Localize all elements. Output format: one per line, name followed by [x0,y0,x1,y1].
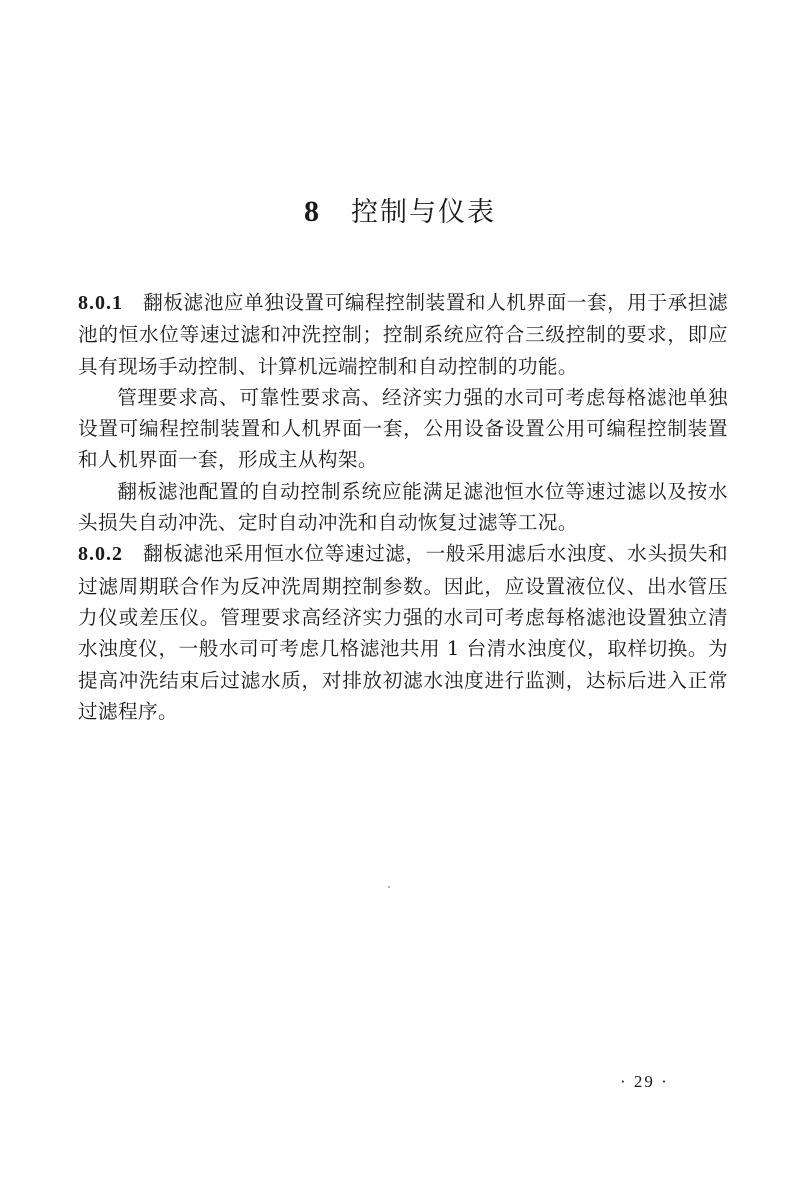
chapter-title-text: 控制与仪表 [351,197,496,228]
clause-8-0-1-paragraph-1: 8.0.1 翻板滤池应单独设置可编程控制装置和人机界面一套，用于承担滤池的恒水位等速过滤和冲洗控制；控制系统应符合三级控制的要求，即应具有现场手动控制、计算机远端控制和自动控制的功能。 [78,291,728,378]
page-number: · 29 · [620,1072,669,1091]
chapter-title [0,190,800,229]
clause-8-0-2-paragraph-1: 8.0.2 翻板滤池采用恒水位等速过滤，一般采用滤后水浊度、水头损失和过滤周期联合作为反冲洗周期控制参数。因此，应设置液位仪、出水管压力仪或差压仪。管理要求高经济实力强的水司可考虑每格滤池设置独立清水浊度仪，一般水司可考虑几格滤池共用 1 台清水浊度仪，取样切换。为提高冲洗结束后过滤水质，对排放初滤水浊度进行监测，达标后进入正常过滤程序。 [78,542,728,723]
clause-8-0-1-paragraph-2: 管理要求高、可靠性要求高、经济实力强的水司可考虑每格滤池单独设置可编程控制装置和人机界面一套，公用设备设置公用可编程控制装置和人机界面一套，形成主从构架。 [78,385,728,472]
clause-8-0-1-paragraph-3: 翻板滤池配置的自动控制系统应能满足滤池恒水位等速过滤以及按水头损失自动冲洗、定时自动冲洗和自动恢复过滤等工况。 [78,479,728,535]
clause-number: 8.0.2 [78,543,123,566]
clause-number: 8.0.1 [78,292,123,314]
chapter-number: 8 [304,195,321,228]
scan-speck [388,886,390,888]
body-text [78,287,728,727]
